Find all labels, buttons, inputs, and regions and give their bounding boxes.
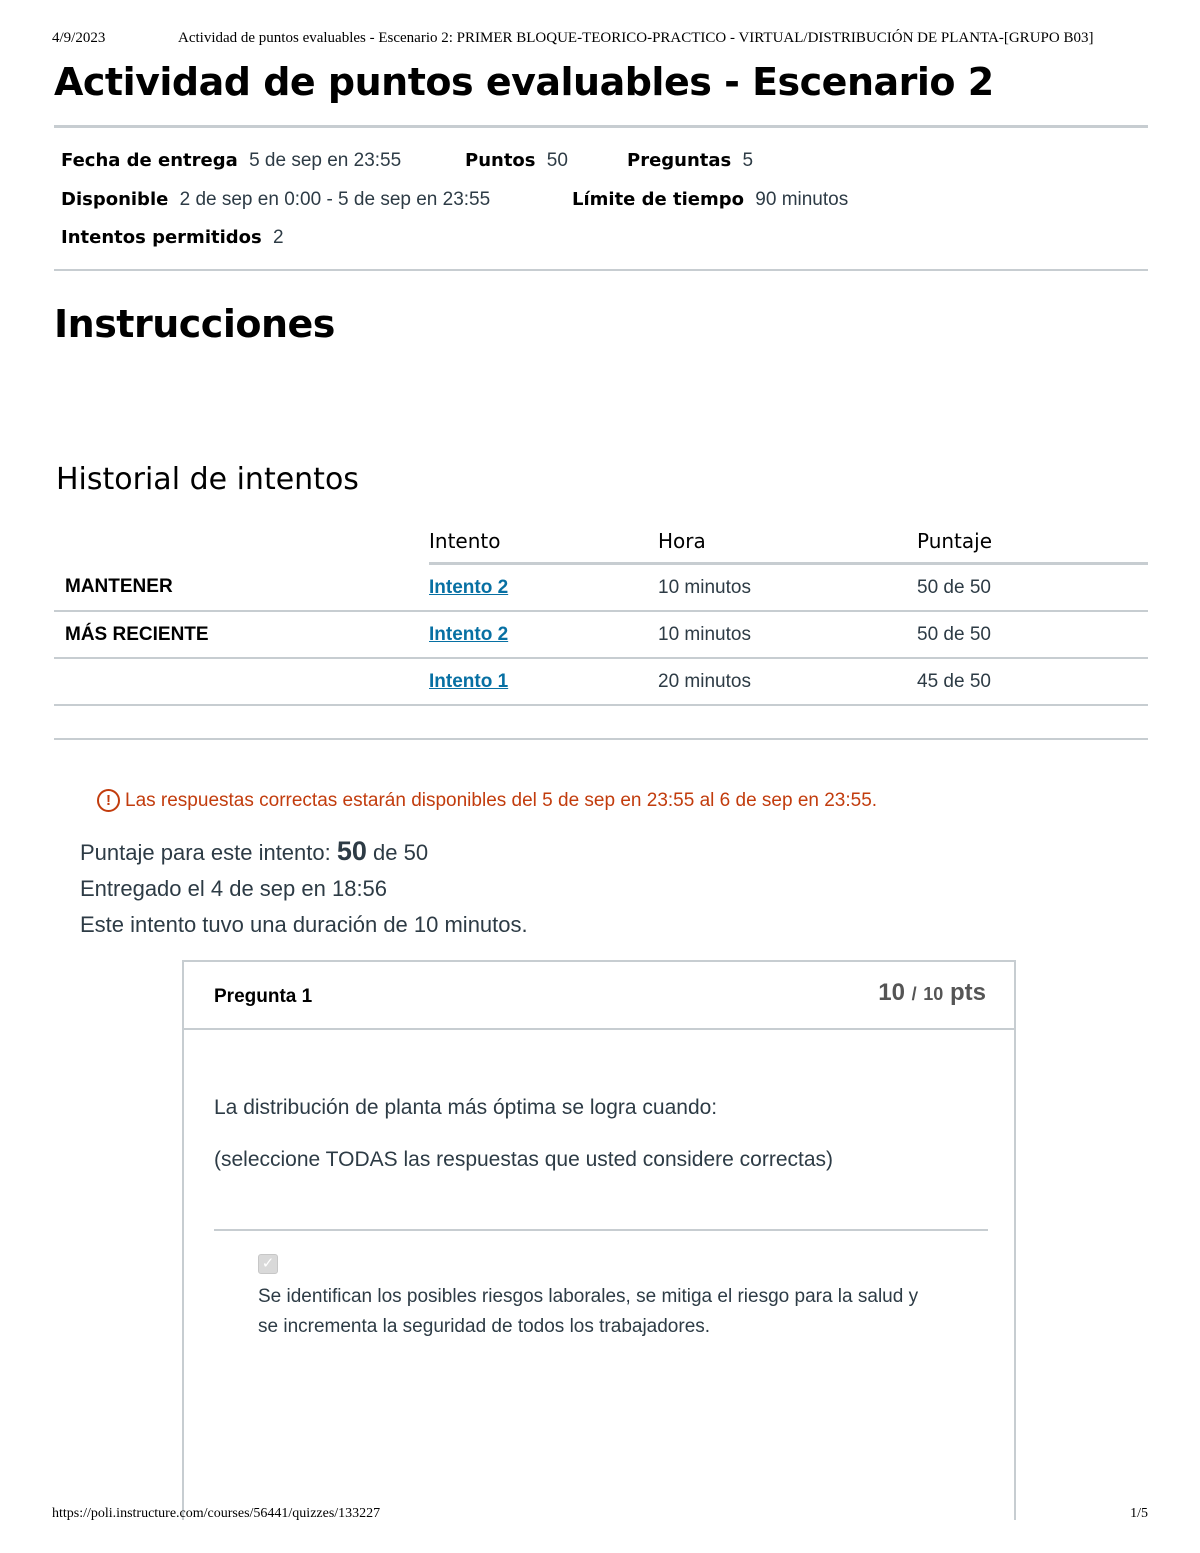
points-separator: / <box>911 984 917 1004</box>
question-title: Pregunta 1 <box>214 986 313 1007</box>
attempts-label: Intentos permitidos <box>61 227 262 248</box>
question-header <box>184 962 1014 1030</box>
question-card <box>182 960 1016 1520</box>
score-cell: 45 de 50 <box>917 658 1148 705</box>
score-suffix: de 50 <box>373 840 429 865</box>
time-cell: 10 minutos <box>658 564 917 612</box>
header-label <box>54 520 429 564</box>
row-label <box>54 658 429 705</box>
attempt-duration: Este intento tuvo una duración de 10 minutos. <box>80 912 528 937</box>
table-row <box>54 658 1148 705</box>
time-limit <box>572 189 848 211</box>
points <box>465 150 568 172</box>
time-cell: 20 minutos <box>658 658 917 705</box>
availability <box>61 189 490 211</box>
row-label: MANTENER <box>54 564 429 612</box>
submitted-at: Entregado el 4 de sep en 18:56 <box>80 876 388 901</box>
attempt-cell <box>429 658 658 705</box>
answer-text: Se identifican los posibles riesgos laborales, se mitiga el riesgo para la salud y se incrementa la seguridad de todos los trabajadores. <box>258 1286 919 1337</box>
print-date: 4/9/2023 <box>52 30 106 46</box>
instructions-title: Instrucciones <box>54 302 335 346</box>
due-date-label: Fecha de entrega <box>61 150 238 171</box>
due-date-value: 5 de sep en 23:55 <box>249 150 402 171</box>
attempt-history-table <box>54 520 1148 706</box>
print-page-number: 1/5 <box>1130 1506 1148 1521</box>
print-url: https://poli.instructure.com/courses/56441/quizzes/133227 <box>52 1506 381 1521</box>
attempt-link[interactable]: Intento 1 <box>429 670 509 692</box>
header-time: Hora <box>658 520 917 564</box>
attempt-cell <box>429 611 658 658</box>
answer-checkbox[interactable]: ✓ <box>258 1254 278 1274</box>
attempts-value: 2 <box>273 227 284 248</box>
questions-label: Preguntas <box>627 150 732 171</box>
question-divider <box>214 1229 988 1231</box>
questions-value: 5 <box>742 150 754 171</box>
header-score: Puntaje <box>917 520 1148 564</box>
print-footer <box>52 1506 1148 1526</box>
notice-text: Las respuestas correctas estarán disponibles del 5 de sep en 23:55 al 6 de sep en 23:55. <box>125 789 878 811</box>
score-cell: 50 de 50 <box>917 611 1148 658</box>
score-prefix: Puntaje para este intento: <box>80 840 331 865</box>
meta-divider <box>54 269 1148 271</box>
question-score: 10 <box>878 979 905 1006</box>
warning-icon: ! <box>97 789 120 812</box>
question-text: La distribución de planta más óptima se logra cuando: <box>214 1096 718 1119</box>
question-points <box>878 979 986 1007</box>
table-row <box>54 611 1148 658</box>
question-hint: (seleccione TODAS las respuestas que usted considere correctas) <box>214 1148 834 1171</box>
print-doc-title: Actividad de puntos evaluables - Escenario 2: PRIMER BLOQUE-TEORICO-PRACTICO - VIRTUAL/DISTRIBUCIÓN DE PLANTA-[GRUPO B03] <box>178 30 1094 46</box>
table-header-row <box>54 520 1148 564</box>
attempt-link[interactable]: Intento 2 <box>429 623 509 645</box>
time-cell: 10 minutos <box>658 611 917 658</box>
points-label: Puntos <box>465 150 536 171</box>
history-divider <box>54 738 1148 740</box>
attempt-score <box>80 836 428 867</box>
available-value: 2 de sep en 0:00 - 5 de sep en 23:55 <box>179 189 491 210</box>
print-header <box>52 30 1148 50</box>
due-date <box>61 150 401 172</box>
table-row <box>54 564 1148 612</box>
page-title: Actividad de puntos evaluables - Escenario 2 <box>54 60 994 104</box>
points-unit: pts <box>950 979 986 1006</box>
title-divider <box>54 125 1148 128</box>
time-limit-label: Límite de tiempo <box>572 189 744 210</box>
score-value: 50 <box>336 836 367 866</box>
available-label: Disponible <box>61 189 169 210</box>
allowed-attempts <box>61 227 284 249</box>
row-label: MÁS RECIENTE <box>54 611 429 658</box>
time-limit-value: 90 minutos <box>755 189 849 210</box>
questions-count <box>627 150 753 172</box>
header-attempt: Intento <box>429 520 658 564</box>
question-total: 10 <box>923 984 944 1004</box>
score-cell: 50 de 50 <box>917 564 1148 612</box>
points-value: 50 <box>546 150 568 171</box>
history-title: Historial de intentos <box>56 462 359 497</box>
attempt-link[interactable]: Intento 2 <box>429 576 509 598</box>
answers-availability-notice <box>97 789 877 812</box>
attempt-cell <box>429 564 658 612</box>
